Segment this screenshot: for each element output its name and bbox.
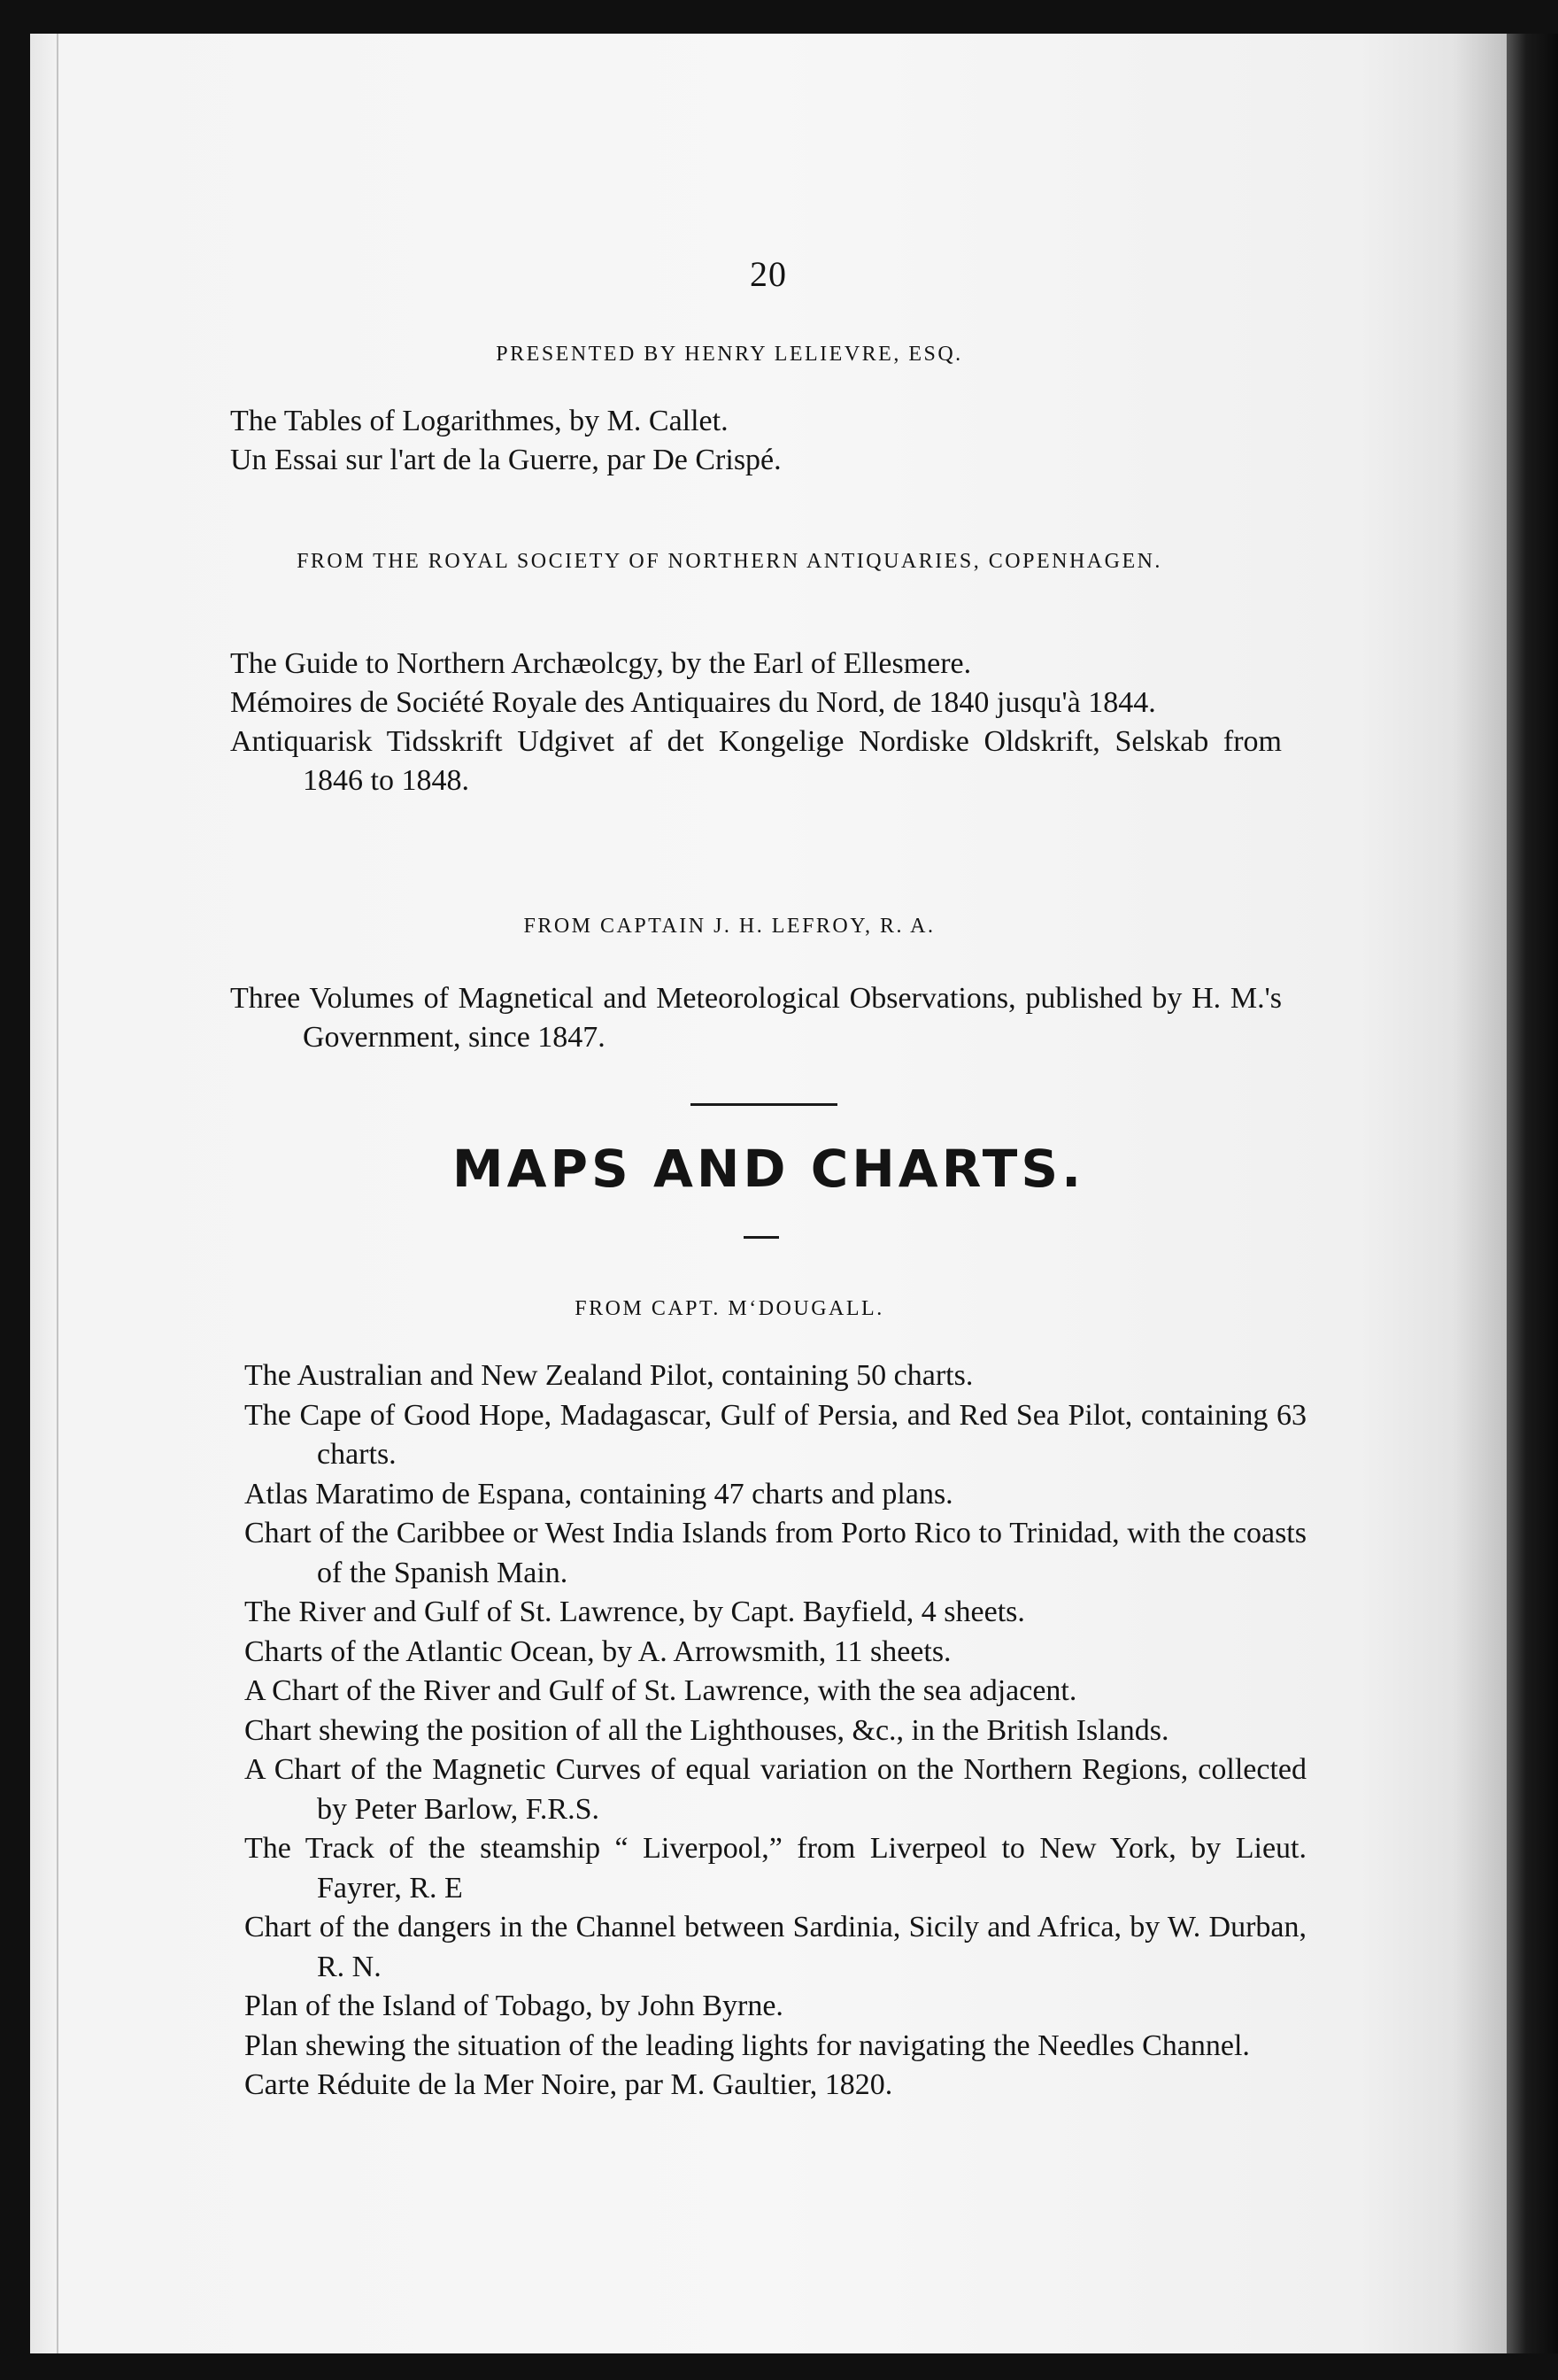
section-heading-royal-society: FROM THE ROYAL SOCIETY OF NORTHERN ANTIQUARIES, COPENHAGEN. <box>297 550 1162 573</box>
list-item: Chart of the dangers in the Channel between Sardinia, Sicily and Africa, by W. Durban, R. N. <box>244 1911 1307 1983</box>
list-item: The Track of the steamship “ Liverpool,” from Liverpeol to New York, by Lieut. Fayrer, R. E <box>244 1832 1307 1905</box>
list-item: The River and Gulf of St. Lawrence, by Capt. Bayfield, 4 sheets. <box>244 1596 1025 1628</box>
book-spine-edge <box>1505 34 1558 2353</box>
entry-list-lefroy <box>230 979 1282 1057</box>
entry-list-lelievre <box>230 402 1275 480</box>
book-page <box>30 34 1507 2353</box>
list-item: Antiquarisk Tidsskrift Udgivet af det Kongelige Nordiske Oldskrift, Selskab from 1846 to 1848. <box>230 725 1282 797</box>
list-item: Charts of the Atlantic Ocean, by A. Arrowsmith, 11 sheets. <box>244 1634 952 1668</box>
list-item: The Cape of Good Hope, Madagascar, Gulf of Persia, and Red Sea Pilot, containing 63 charts. <box>244 1398 1307 1471</box>
list-item: The Guide to Northern Archæolcgy, by the Earl of Ellesmere. <box>230 647 972 680</box>
list-item: Carte Réduite de la Mer Noire, par M. Gaultier, 1820. <box>244 2068 893 2101</box>
list-item: The Australian and New Zealand Pilot, containing 50 charts. <box>244 1359 974 1392</box>
entry-list-maps <box>244 1356 1307 2106</box>
page-number: 20 <box>750 254 787 294</box>
section-heading-mdougall: FROM CAPT. MʻDOUGALL. <box>575 1297 884 1320</box>
maps-and-charts-title: MAPS AND CHARTS. <box>451 1139 1085 1199</box>
divider-rule-short <box>744 1236 779 1239</box>
list-item: Plan of the Island of Tobago, by John Byrne. <box>244 1990 783 2022</box>
list-item: Plan shewing the situation of the leading lights for navigating the Needles Channel. <box>244 2028 1250 2062</box>
list-item: Atlas Maratimo de Espana, containing 47 charts and plans. <box>244 1477 953 1511</box>
divider-rule-top <box>690 1103 837 1106</box>
section-heading-lefroy: FROM CAPTAIN J. H. LEFROY, R. A. <box>523 915 936 938</box>
list-item: Chart of the Caribbee or West India Islands from Porto Rico to Trinidad, with the coasts of the Spanish Main. <box>244 1517 1307 1589</box>
list-item: Chart shewing the position of all the Lighthouses, &c., in the British Islands. <box>244 1713 1169 1747</box>
list-item: Three Volumes of Magnetical and Meteorological Observations, published by H. M.'s Government, since 1847. <box>230 982 1282 1054</box>
list-item: Un Essai sur l'art de la Guerre, par De Crispé. <box>230 444 782 476</box>
list-item: Mémoires de Société Royale des Antiquaires du Nord, de 1840 jusqu'à 1844. <box>230 686 1156 719</box>
list-item: A Chart of the Magnetic Curves of equal variation on the Northern Regions, collected by Peter Barlow, F.R.S. <box>244 1753 1307 1826</box>
section-heading-lelievre: PRESENTED BY HENRY LELIEVRE, ESQ. <box>496 343 963 366</box>
list-item: A Chart of the River and Gulf of St. Lawrence, with the sea adjacent. <box>244 1674 1077 1707</box>
list-item: The Tables of Logarithmes, by M. Callet. <box>230 405 729 437</box>
entry-list-royal-society <box>230 645 1282 800</box>
